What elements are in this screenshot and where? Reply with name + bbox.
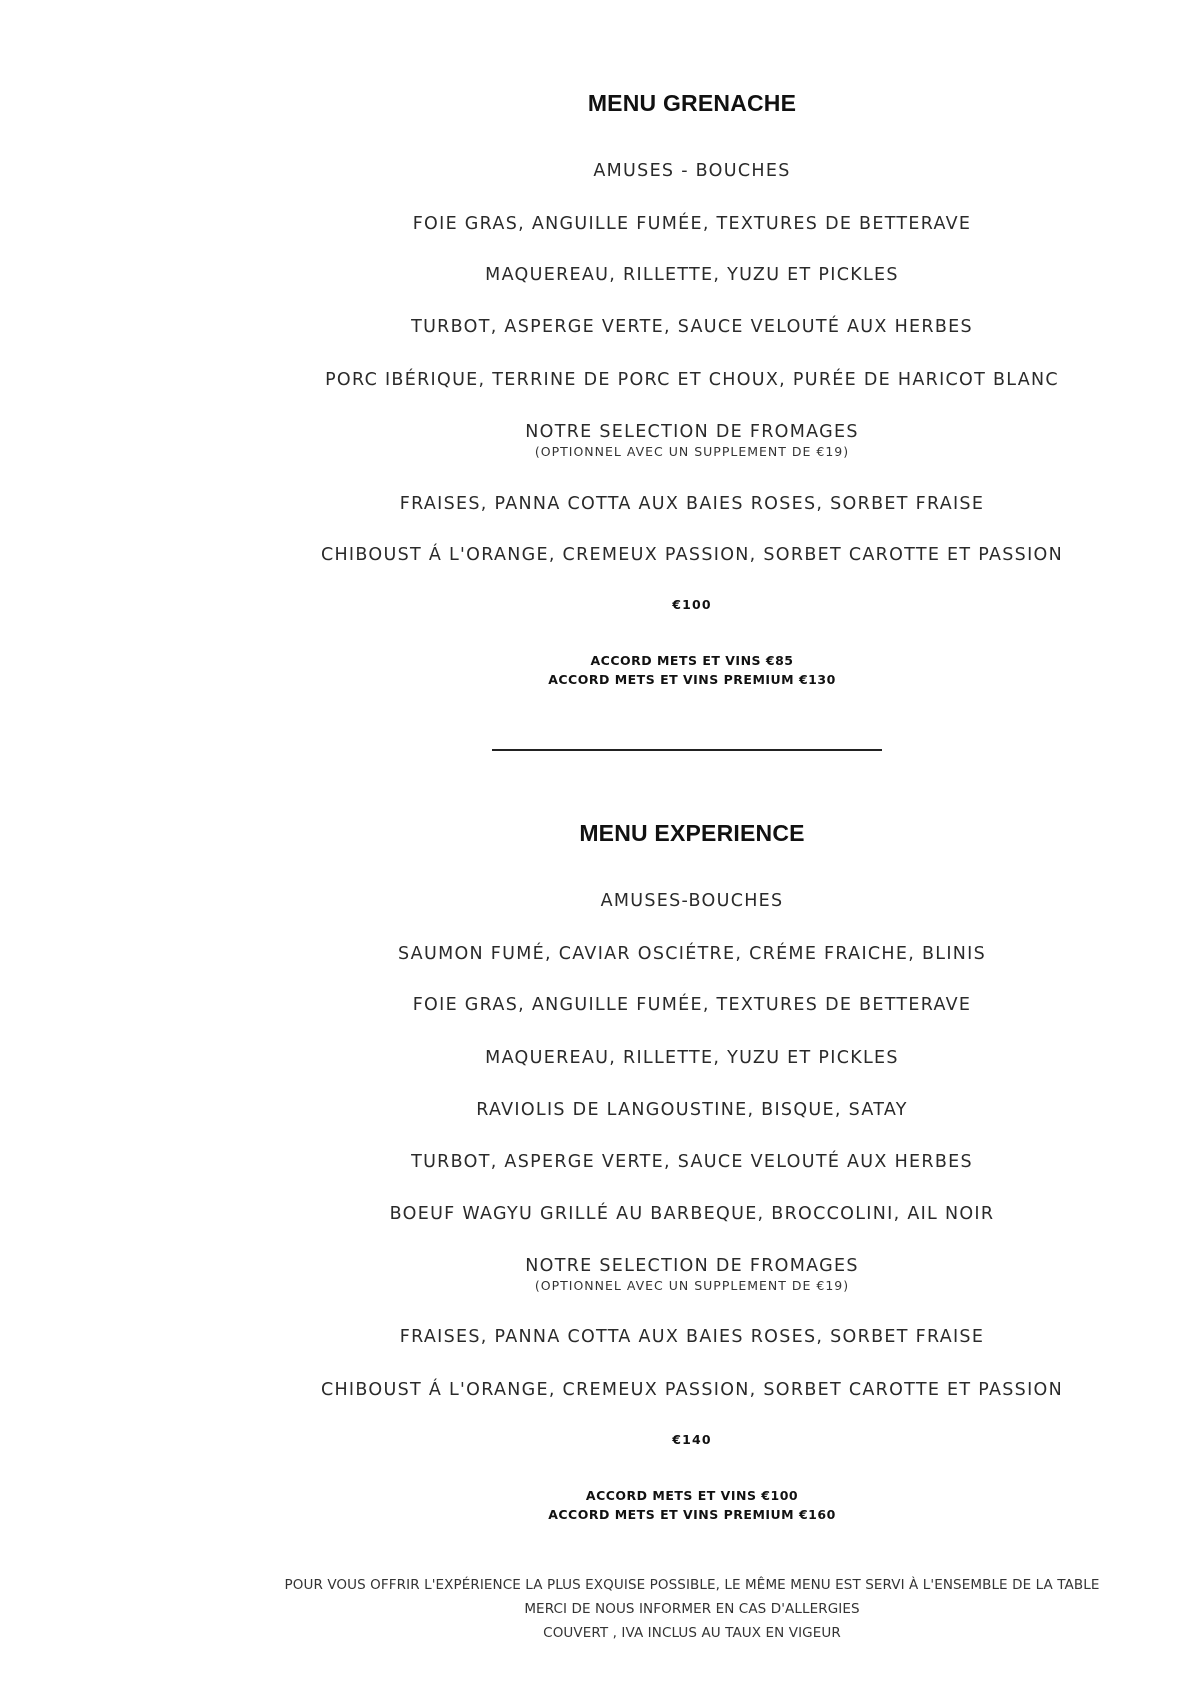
experience-course <box>200 1150 1184 1174</box>
menu-experience-title: MENU EXPERIENCE <box>579 820 805 846</box>
grenache-pairings <box>200 651 1184 689</box>
experience-course <box>200 1325 1184 1349</box>
grenache-course-fromages: NOTRE SELECTION DE FROMAGES <box>525 422 859 442</box>
grenache-course <box>200 492 1184 516</box>
footer-line-allergies: MERCI DE NOUS INFORMER EN CAS D'ALLERGIES <box>524 1601 860 1617</box>
grenache-price: €100 <box>672 597 712 612</box>
experience-course-chiboust: CHIBOUST Á L'ORANGE, CREMEUX PASSION, SORBET CAROTTE ET PASSION <box>320 1380 1064 1400</box>
grenache-cheese-note: (OPTIONNEL AVEC UN SUPPLEMENT DE €19) <box>534 444 850 459</box>
grenache-pairing: ACCORD METS ET VINS €85 <box>590 653 794 668</box>
experience-course <box>200 1046 1184 1070</box>
footer-line-table: POUR VOUS OFFRIR L'EXPÉRIENCE LA PLUS EXQUISE POSSIBLE, LE MÊME MENU EST SERVI À L'ENSEMBLE DE LA TABLE <box>284 1577 1100 1593</box>
experience-price: €140 <box>672 1432 712 1447</box>
experience-pairings <box>200 1486 1184 1524</box>
experience-course-foie-gras: FOIE GRAS, ANGUILLE FUMÉE, TEXTURES DE BETTERAVE <box>412 995 972 1015</box>
grenache-course <box>200 159 1184 183</box>
grenache-course <box>200 263 1184 287</box>
grenache-course <box>200 212 1184 236</box>
grenache-course-chiboust: CHIBOUST Á L'ORANGE, CREMEUX PASSION, SORBET CAROTTE ET PASSION <box>320 545 1064 565</box>
grenache-course <box>200 420 1184 460</box>
grenache-course-maquereau: MAQUEREAU, RILLETTE, YUZU ET PICKLES <box>485 265 899 285</box>
experience-course-fromages: NOTRE SELECTION DE FROMAGES <box>525 1256 859 1276</box>
section-divider <box>492 749 882 751</box>
experience-course-boeuf: BOEUF WAGYU GRILLÉ AU BARBEQUE, BROCCOLINI, AIL NOIR <box>389 1204 995 1224</box>
grenache-pairing-premium: ACCORD METS ET VINS PREMIUM €130 <box>548 672 836 687</box>
experience-cheese-note: (OPTIONNEL AVEC UN SUPPLEMENT DE €19) <box>534 1278 850 1293</box>
footer-line-couvert: COUVERT , IVA INCLUS AU TAUX EN VIGEUR <box>543 1625 841 1641</box>
grenache-course-amuses: AMUSES - BOUCHES <box>593 161 791 181</box>
experience-course-amuses: AMUSES-BOUCHES <box>600 891 784 911</box>
footer <box>200 1573 1184 1645</box>
experience-course <box>200 1202 1184 1226</box>
experience-course-saumon: SAUMON FUMÉ, CAVIAR OSCIÉTRE, CRÉME FRAICHE, BLINIS <box>397 944 987 964</box>
experience-course-fraises: FRAISES, PANNA COTTA AUX BAIES ROSES, SORBET FRAISE <box>399 1327 985 1347</box>
grenache-course-porc: PORC IBÉRIQUE, TERRINE DE PORC ET CHOUX, PURÉE DE HARICOT BLANC <box>325 370 1059 390</box>
experience-pairing-premium: ACCORD METS ET VINS PREMIUM €160 <box>548 1507 836 1522</box>
experience-course <box>200 889 1184 913</box>
grenache-course <box>200 315 1184 339</box>
grenache-course <box>200 543 1184 567</box>
grenache-course-fraises: FRAISES, PANNA COTTA AUX BAIES ROSES, SORBET FRAISE <box>399 494 985 514</box>
menu-grenache-title-wrap <box>200 88 1184 118</box>
experience-course-turbot: TURBOT, ASPERGE VERTE, SAUCE VELOUTÉ AUX HERBES <box>411 1152 973 1172</box>
experience-course <box>200 1098 1184 1122</box>
experience-course <box>200 1254 1184 1294</box>
experience-price-wrap <box>200 1431 1184 1449</box>
menu-experience-title-wrap <box>200 818 1184 848</box>
experience-course <box>200 993 1184 1017</box>
experience-course <box>200 1378 1184 1402</box>
experience-course-maquereau: MAQUEREAU, RILLETTE, YUZU ET PICKLES <box>485 1048 899 1068</box>
grenache-course-foie-gras: FOIE GRAS, ANGUILLE FUMÉE, TEXTURES DE BETTERAVE <box>412 214 972 234</box>
grenache-course <box>200 368 1184 392</box>
grenache-price-wrap <box>200 596 1184 614</box>
grenache-course-turbot: TURBOT, ASPERGE VERTE, SAUCE VELOUTÉ AUX HERBES <box>411 317 973 337</box>
experience-course <box>200 942 1184 966</box>
experience-pairing: ACCORD METS ET VINS €100 <box>585 1488 799 1503</box>
menu-grenache-title: MENU GRENACHE <box>587 90 797 116</box>
experience-course-raviolis: RAVIOLIS DE LANGOUSTINE, BISQUE, SATAY <box>476 1100 908 1120</box>
